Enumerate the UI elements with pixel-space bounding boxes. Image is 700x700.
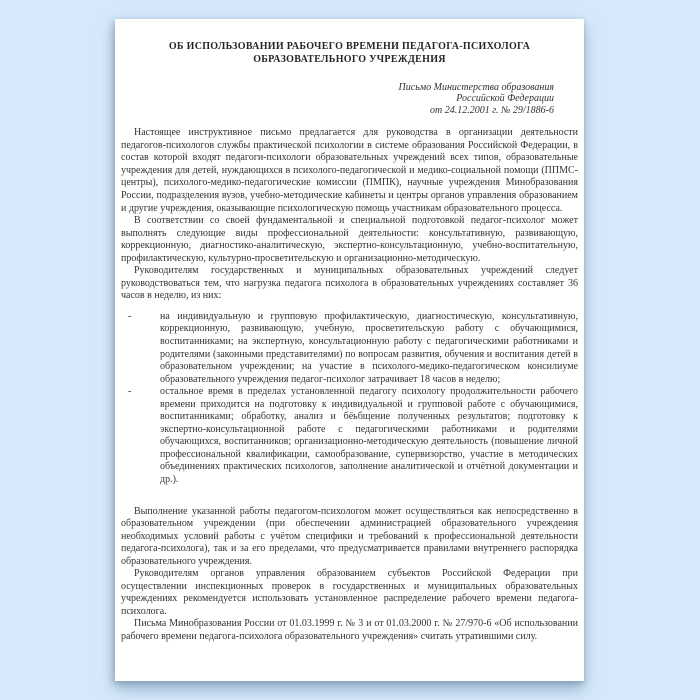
list-item-marker: - xyxy=(128,310,132,322)
document-title-line-1: ОБ ИСПОЛЬЗОВАНИИ РАБОЧЕГО ВРЕМЕНИ ПЕДАГОГА-ПСИХОЛОГА xyxy=(168,41,531,52)
document-page xyxy=(115,19,584,681)
list-item-text: остальное время в пределах установленной педагогу психологу продолжительности рабочего времени приходится на подготовку к индивидуальной и групповой работе с обучающимися, воспитанниками; обработку, анализ и бёьбщение полученных результатов; подготовку к экспертно-консультационной работе с педагогическими работниками и родителями обучающихся, воспитанников; организационно-методическую деятельность (повышение личной профессиональной квалификации, самообразование, супервизорство, участие в методических объединениях практических психологов, заполнение аналитической и отчётной документации и др.). xyxy=(160,386,578,485)
byline-line-3: от 24.12.2001 г. № 29/1886-6 xyxy=(429,104,554,116)
paragraph: Настоящее инструктивное письмо предлагается для руководства в организации деятельности педагогов-психологов службы практической психологии в системе образования Российской Федерации, в состав которой входят педагоги-психологи образовательных учреждений всех типов, образовательные учреждения для детей, нуждающихся в психолого-педагогической и медико-социальной помощи (ППМС-центры), психолого-медико-педагогические комиссии (ПМПК), научные учреждения Минобразования России, подразделения вузов, учебно-методические кабинеты и центры органов управления образованием и другие учреждения, оказывающие психологическую помощь участникам образовательного процесса. xyxy=(121,127,578,214)
paragraph: Выполнение указанной работы педагогом-психологом может осуществляться как непосредственно в образовательном учреждении (при обеспечении администрацией образовательного учреждения необходимых условий работы с учётом специфики и требований к профессиональной деятельности педагога-психолога), так и за его пределами, что предусматривается правилами внутреннего распорядка образовательного учреждения. xyxy=(121,505,578,567)
byline-line-2: Российской Федерации xyxy=(456,93,554,105)
document-title-line-2: ОБРАЗОВАТЕЛЬНОГО УЧРЕЖДЕНИЯ xyxy=(253,54,446,65)
paragraph: Руководителям органов управления образованием субъектов Российской Федерации при осуществлении инспекционных проверок в государственных и муниципальных образовательных учреждениях рекомендуется использовать установленное распределение рабочего времени педагога-психолога. xyxy=(121,568,578,617)
document-title xyxy=(121,40,578,66)
list-item xyxy=(121,311,578,386)
paragraph: Руководителям государственных и муниципальных образовательных учреждений следует руководствоваться тем, что нагрузка педагога психолога в образовательных учреждениях составляет 36 часов в неделю, из них: xyxy=(121,265,578,302)
paragraph: В соответствии со своей фундаментальной и специальной подготовкой педагог-психолог может выполнять следующие виды профессиональной деятельности: консультативную, развивающую, коррекционную, диагностико-аналитическую, экспертно-консультационную, учебно-воспитательную, профилактическую, культурно-просветительскую и организационно-методическую. xyxy=(121,215,578,264)
workload-list xyxy=(121,311,578,487)
list-item xyxy=(121,386,578,486)
list-item-text: на индивидуальную и групповую профилактическую, диагностическую, консультативную, коррекционную, развивающую, учебную, просветительскую работу с обучающимися, воспитанниками; на экспертную, консультационную работу с педагогическими работниками и родителями (законными представителями) по вопросам развития, обучения и воспитания детей в образовательном учреждении; на участие в психолого-медико-педагогическом консилиуме образовательного учреждения педагог-психолог затрачивает 18 часов в неделю; xyxy=(160,310,578,385)
byline-line-1: Письмо Министерства образования xyxy=(398,82,554,93)
list-item-marker: - xyxy=(128,386,132,398)
document-body xyxy=(121,127,578,643)
document-byline xyxy=(121,82,578,116)
paragraph: Письма Минобразования России от 01.03.1999 г. № 3 и от 01.03.2000 г. № 27/970-6 «Об использовании рабочего времени педагога-психолога образовательного учреждения» считать утратившими силу. xyxy=(121,618,578,642)
